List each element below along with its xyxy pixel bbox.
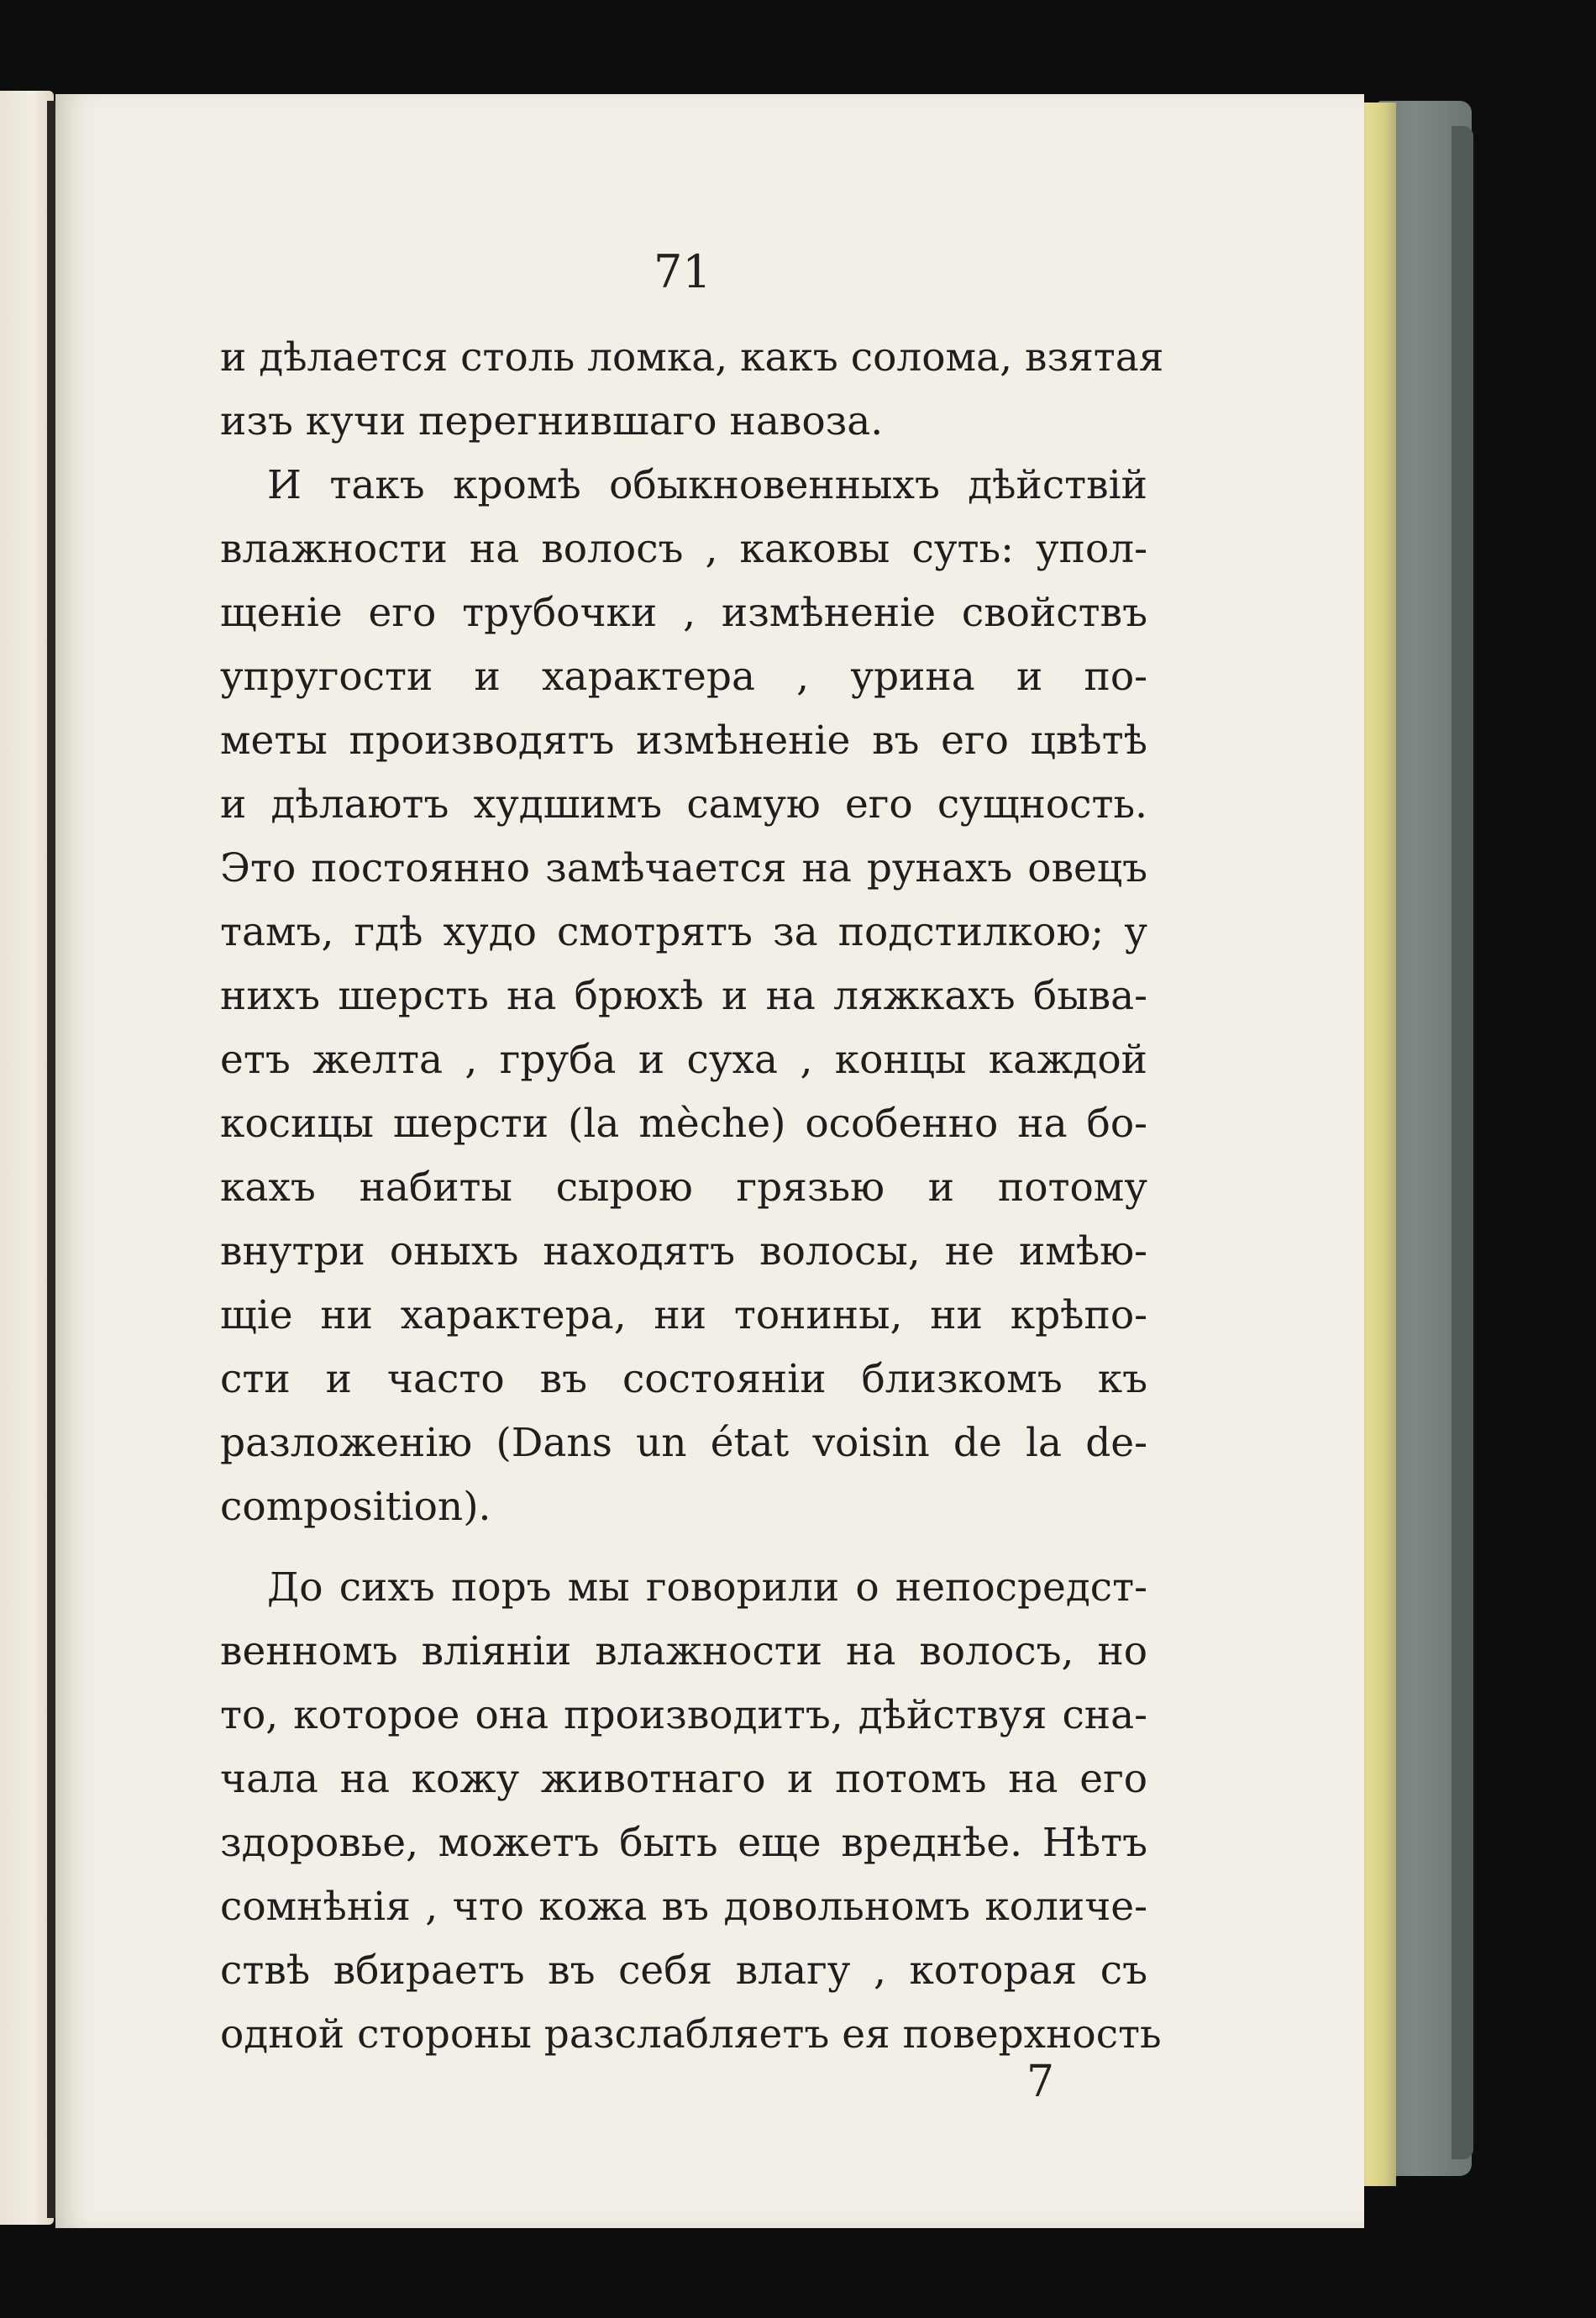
text-line: Это постоянно замѣчается на рунахъ овецъ (220, 845, 1147, 891)
text-line: ствѣ вбираетъ въ себя влагу , которая съ (220, 1947, 1147, 1994)
text-line: упругости и характера , урина и по- (220, 654, 1147, 700)
gutter-shadow (47, 101, 55, 2218)
text-line: внутри оныхъ находятъ волосы, не имѣю- (220, 1228, 1147, 1275)
text-line: изъ кучи перегнившаго навоза. (220, 398, 884, 444)
paragraph-gap (220, 1539, 1147, 1556)
text-line: и дѣлаютъ худшимъ самую его сущность. (220, 781, 1147, 828)
text-line: тамъ, гдѣ худо смотрятъ за подстилкою; у (220, 909, 1147, 955)
body-text (220, 326, 1164, 2067)
text-line: косицы шерсти (la mèche) особенно на бо- (220, 1101, 1147, 1147)
paragraph-first-line: И такъ кромѣ обыкновенныхъ дѣйствій (267, 462, 1147, 508)
text-line: кахъ набиты сырою грязью и потому (220, 1164, 1147, 1211)
text-line: здоровье, можетъ быть еще вреднѣе. Нѣтъ (220, 1820, 1147, 1866)
text-line: то, которое она производитъ, дѣйствуя сна- (220, 1692, 1147, 1738)
text-line: венномъ вліяніи влажности на волосъ, но (220, 1628, 1147, 1674)
text-line: етъ желта , груба и суха , концы каждой (220, 1037, 1147, 1083)
page-number: 71 (654, 245, 711, 298)
text-line: меты производятъ измѣненіе въ его цвѣтѣ (220, 717, 1147, 764)
text-line: composition). (220, 1484, 491, 1530)
facing-page-edge (0, 91, 54, 2225)
text-line: сомнѣнія , что кожа въ довольномъ количе- (220, 1884, 1147, 1930)
text-line: чала на кожу животнаго и потомъ на его (220, 1756, 1147, 1802)
cover-edge (1452, 126, 1473, 2159)
text-line: влажности на волосъ , каковы суть: упол- (220, 526, 1147, 572)
text-line: нихъ шерсть на брюхѣ и на ляжкахъ быва- (220, 973, 1147, 1019)
text-line: сти и часто въ состояніи близкомъ къ (220, 1356, 1147, 1402)
paragraph-first-line: До сихъ поръ мы говорили о непосредст- (267, 1564, 1147, 1611)
signature-mark: 7 (1026, 2057, 1055, 2107)
text-line: и дѣлается столь ломка, какъ солома, взятая (220, 334, 1164, 381)
text-line: одной стороны разслабляетъ ея поверхность (220, 2011, 1162, 2058)
text-line: щеніе его трубочки , измѣненіе свойствъ (220, 590, 1147, 636)
text-line: щіе ни характера, ни тонины, ни крѣпо- (220, 1292, 1147, 1338)
text-line: разложенію (Dans un état voisin de la de- (220, 1420, 1147, 1466)
